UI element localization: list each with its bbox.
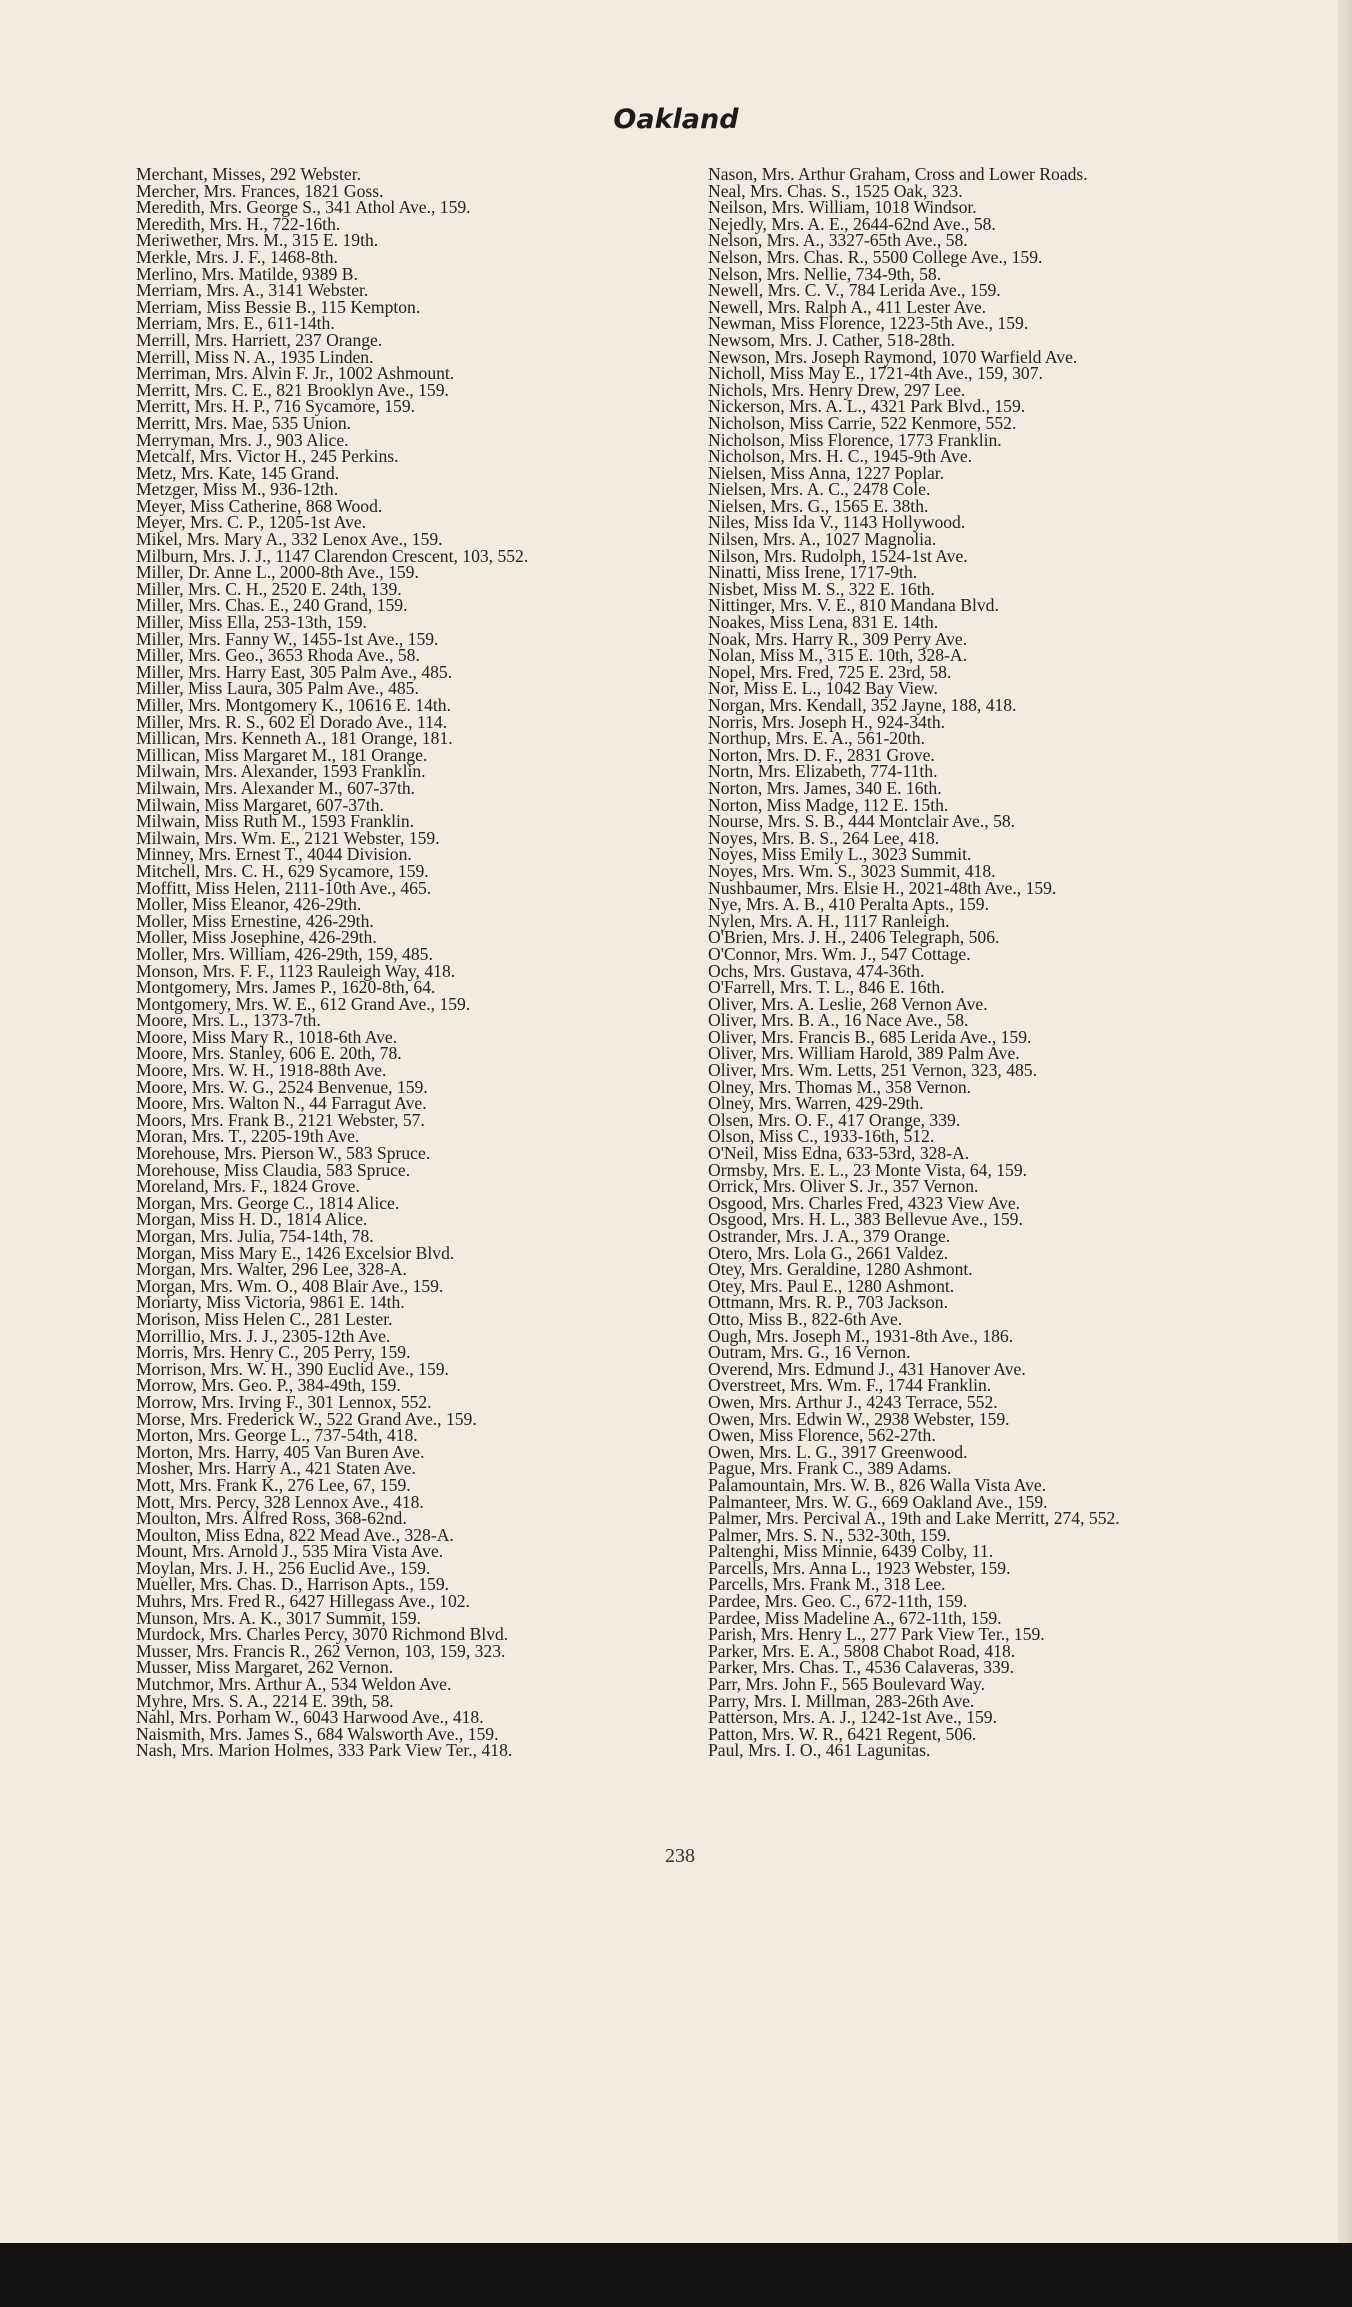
directory-entry: Nor, Miss E. L., 1042 Bay View.: [708, 678, 938, 699]
directory-entry: Parry, Mrs. I. Millman, 283-26th Ave.: [708, 1690, 975, 1711]
directory-entry: Oliver, Mrs. William Harold, 389 Palm Ave.: [708, 1043, 1020, 1064]
directory-entry: Mikel, Mrs. Mary A., 332 Lenox Ave., 159.: [136, 529, 443, 550]
directory-entry: Norris, Mrs. Joseph H., 924-34th.: [708, 711, 946, 732]
directory-entry: Mueller, Mrs. Chas. D., Harrison Apts., 159.: [136, 1574, 450, 1595]
directory-entry: Morse, Mrs. Frederick W., 522 Grand Ave., 159.: [136, 1408, 477, 1429]
directory-entry: Newell, Mrs. Ralph A., 411 Lester Ave.: [708, 296, 987, 317]
directory-entry: Parish, Mrs. Henry L., 277 Park View Ter., 159.: [708, 1624, 1045, 1645]
directory-entry: Nilsen, Mrs. A., 1027 Magnolia.: [708, 529, 937, 550]
directory-entry: Merchant, Misses, 292 Webster.: [136, 164, 361, 184]
directory-entry: Patterson, Mrs. A. J., 1242-1st Ave., 159.: [708, 1707, 997, 1728]
directory-entry: Osgood, Mrs. H. L., 383 Bellevue Ave., 159.: [708, 1209, 1023, 1230]
directory-entry: Morehouse, Mrs. Pierson W., 583 Spruce.: [136, 1143, 431, 1164]
directory-entry: Overend, Mrs. Edmund J., 431 Hanover Ave.: [708, 1358, 1026, 1379]
directory-entry: Palamountain, Mrs. W. B., 826 Walla Vista Ave.: [708, 1474, 1047, 1495]
directory-entry: Milwain, Miss Ruth M., 1593 Franklin.: [136, 811, 415, 832]
directory-entry: Miller, Mrs. Montgomery K., 10616 E. 14th.: [136, 695, 451, 715]
directory-entry: Montgomery, Mrs. James P., 1620-8th, 64.: [136, 977, 436, 998]
directory-entry: Nittinger, Mrs. V. E., 810 Mandana Blvd.: [708, 595, 999, 616]
directory-entry: O'Farrell, Mrs. T. L., 846 E. 16th.: [708, 977, 945, 998]
directory-entry: Milwain, Mrs. Alexander M., 607-37th.: [136, 777, 416, 798]
directory-entry: Outram, Mrs. G., 16 Vernon.: [708, 1342, 911, 1363]
directory-entry: Ninatti, Miss Irene, 1717-9th.: [708, 562, 918, 583]
directory-entry: Otero, Mrs. Lola G., 2661 Valdez.: [708, 1242, 949, 1263]
directory-entry: Morgan, Miss Mary E., 1426 Excelsior Blvd.: [136, 1242, 455, 1263]
directory-entry: Moore, Mrs. L., 1373-7th.: [136, 1010, 321, 1031]
directory-entry: Milwain, Mrs. Alexander, 1593 Franklin.: [136, 761, 426, 782]
directory-entry: Moulton, Miss Edna, 822 Mead Ave., 328-A.: [136, 1524, 454, 1545]
directory-entry: Parker, Mrs. E. A., 5808 Chabot Road, 418.: [708, 1640, 1016, 1661]
directory-entry: Nicholson, Mrs. H. C., 1945-9th Ave.: [708, 446, 973, 467]
directory-entry: Palmer, Mrs. S. N., 532-30th, 159.: [708, 1524, 951, 1545]
directory-entry: Niles, Miss Ida V., 1143 Hollywood.: [708, 512, 966, 533]
directory-entry: Noakes, Miss Lena, 831 E. 14th.: [708, 612, 939, 633]
directory-entry: Norton, Miss Madge, 112 E. 15th.: [708, 794, 949, 815]
directory-entry: Nichols, Mrs. Henry Drew, 297 Lee.: [708, 379, 966, 400]
directory-entry: Noyes, Mrs. B. S., 264 Lee, 418.: [708, 827, 940, 848]
directory-entry: Moller, Miss Eleanor, 426-29th.: [136, 894, 362, 915]
directory-entry: Mutchmor, Mrs. Arthur A., 534 Weldon Ave.: [136, 1674, 452, 1695]
directory-entry: Merlino, Mrs. Matilde, 9389 B.: [136, 263, 358, 284]
directory-entry: Noak, Mrs. Harry R., 309 Perry Ave.: [708, 628, 968, 649]
directory-entry: Morrow, Mrs. Irving F., 301 Lennox, 552.: [136, 1391, 432, 1412]
directory-entry: Merrill, Miss N. A., 1935 Linden.: [136, 346, 374, 367]
directory-entry: Nelson, Mrs. A., 3327-65th Ave., 58.: [708, 230, 968, 251]
directory-entry: Owen, Mrs. Arthur J., 4243 Terrace, 552.: [708, 1391, 998, 1412]
directory-entry: Moriarty, Miss Victoria, 9861 E. 14th.: [136, 1292, 405, 1313]
directory-entry: Miller, Mrs. Harry East, 305 Palm Ave., 485.: [136, 661, 453, 682]
directory-entry: Osgood, Mrs. Charles Fred, 4323 View Ave.: [708, 1192, 1021, 1213]
directory-entry: Otto, Miss B., 822-6th Ave.: [708, 1308, 903, 1329]
directory-entry: Morgan, Miss H. D., 1814 Alice.: [136, 1209, 368, 1230]
directory-entry: Pague, Mrs. Frank C., 389 Adams.: [708, 1458, 952, 1479]
directory-entry: Merriam, Miss Bessie B., 115 Kempton.: [136, 296, 421, 317]
directory-entry: Paul, Mrs. I. O., 461 Lagunitas.: [708, 1740, 931, 1761]
directory-entry: Patton, Mrs. W. R., 6421 Regent, 506.: [708, 1723, 977, 1744]
directory-entry: Moore, Mrs. Stanley, 606 E. 20th, 78.: [136, 1043, 402, 1064]
directory-entry: Miller, Miss Laura, 305 Palm Ave., 485.: [136, 678, 419, 699]
directory-entry: Ormsby, Mrs. E. L., 23 Monte Vista, 64, 159.: [708, 1159, 1028, 1180]
directory-entry: Nielsen, Mrs. A. C., 2478 Cole.: [708, 479, 931, 500]
directory-entry: Miller, Mrs. Geo., 3653 Rhoda Ave., 58.: [136, 645, 420, 666]
directory-entry: Nortn, Mrs. Elizabeth, 774-11th.: [708, 761, 938, 782]
directory-entry: Myhre, Mrs. S. A., 2214 E. 39th, 58.: [136, 1690, 394, 1711]
directory-entry: Owen, Mrs. Edwin W., 2938 Webster, 159.: [708, 1408, 1010, 1429]
directory-entry: Ostrander, Mrs. J. A., 379 Orange.: [708, 1226, 951, 1246]
directory-entry: O'Connor, Mrs. Wm. J., 547 Cottage.: [708, 943, 971, 964]
directory-entry: Meriwether, Mrs. M., 315 E. 19th.: [136, 230, 379, 251]
directory-entry: Mitchell, Mrs. C. H., 629 Sycamore, 159.: [136, 860, 429, 881]
directory-entry: Mott, Mrs. Frank K., 276 Lee, 67, 159.: [136, 1474, 411, 1495]
directory-entry: Oliver, Mrs. Francis B., 685 Lerida Ave., 159.: [708, 1026, 1032, 1047]
directory-entry: Otey, Mrs. Paul E., 1280 Ashmont.: [708, 1275, 955, 1296]
directory-entry: Mott, Mrs. Percy, 328 Lennox Ave., 418.: [136, 1491, 424, 1512]
directory-entry: Miller, Mrs. Chas. E., 240 Grand, 159.: [136, 595, 408, 616]
directory-entry: Newson, Mrs. Joseph Raymond, 1070 Warfield Ave.: [708, 346, 1078, 367]
left-column: [136, 166, 686, 1759]
directory-entry: Nash, Mrs. Marion Holmes, 333 Park View Ter., 418.: [136, 1740, 513, 1761]
directory-entry: Moylan, Mrs. J. H., 256 Euclid Ave., 159.: [136, 1557, 431, 1578]
directory-entry: Newsom, Mrs. J. Cather, 518-28th.: [708, 329, 956, 350]
directory-entry: Orrick, Mrs. Oliver S. Jr., 357 Vernon.: [708, 1176, 979, 1197]
directory-entry: Murdock, Mrs. Charles Percy, 3070 Richmond Blvd.: [136, 1624, 509, 1645]
directory-entry: Meredith, Mrs. George S., 341 Athol Ave., 159.: [136, 197, 471, 218]
directory-entry: Munson, Mrs. A. K., 3017 Summit, 159.: [136, 1607, 421, 1628]
directory-entry: Merkle, Mrs. J. F., 1468-8th.: [136, 246, 338, 267]
directory-entry: Merrill, Mrs. Harriett, 237 Orange.: [136, 329, 383, 350]
directory-entry: Millican, Mrs. Kenneth A., 181 Orange, 181.: [136, 728, 453, 749]
directory-entry: Oliver, Mrs. Wm. Letts, 251 Vernon, 323, 485.: [708, 1060, 1037, 1081]
directory-entry: Mount, Mrs. Arnold J., 535 Mira Vista Ave.: [136, 1541, 444, 1562]
directory-entry: Miller, Mrs. R. S., 602 El Dorado Ave., 114.: [136, 711, 448, 732]
directory-entry: Morgan, Mrs. George C., 1814 Alice.: [136, 1192, 400, 1213]
directory-entry: Milwain, Miss Margaret, 607-37th.: [136, 794, 384, 815]
directory-entry: Merritt, Mrs. C. E., 821 Brooklyn Ave., 159.: [136, 379, 449, 400]
directory-entry: Nielsen, Mrs. G., 1565 E. 38th.: [708, 495, 929, 516]
directory-entry: Muhrs, Mrs. Fred R., 6427 Hillegass Ave., 102.: [136, 1591, 470, 1612]
directory-entry: Merritt, Mrs. Mae, 535 Union.: [136, 412, 352, 433]
directory-entry: Musser, Mrs. Francis R., 262 Vernon, 103, 159, 323.: [136, 1640, 506, 1661]
directory-entry: Northup, Mrs. E. A., 561-20th.: [708, 728, 925, 749]
directory-entry: Moller, Mrs. William, 426-29th, 159, 485.: [136, 943, 433, 964]
directory-entry: Nicholson, Miss Florence, 1773 Franklin.: [708, 429, 1002, 450]
directory-entry: Oliver, Mrs. B. A., 16 Nace Ave., 58.: [708, 1010, 969, 1031]
directory-entry: Morrow, Mrs. Geo. P., 384-49th, 159.: [136, 1375, 401, 1396]
directory-entry: Morgan, Mrs. Walter, 296 Lee, 328-A.: [136, 1259, 407, 1280]
directory-entry: Nelson, Mrs. Nellie, 734-9th, 58.: [708, 263, 942, 284]
directory-entry: Pardee, Miss Madeline A., 672-11th, 159.: [708, 1607, 1002, 1628]
directory-entry: Nolan, Miss M., 315 E. 10th, 328-A.: [708, 645, 968, 666]
directory-entry: Musser, Miss Margaret, 262 Vernon.: [136, 1657, 394, 1678]
directory-entry: Olson, Miss C., 1933-16th, 512.: [708, 1126, 935, 1147]
directory-entry: Meredith, Mrs. H., 722-16th.: [136, 213, 341, 234]
directory-entry: Noyes, Miss Emily L., 3023 Summit.: [708, 844, 972, 865]
directory-entry: Moore, Mrs. Walton N., 44 Farragut Ave.: [136, 1093, 427, 1114]
directory-entry: Nelson, Mrs. Chas. R., 5500 College Ave., 159.: [708, 246, 1043, 267]
directory-entry: Ottmann, Mrs. R. P., 703 Jackson.: [708, 1292, 948, 1313]
directory-entry: Norgan, Mrs. Kendall, 352 Jayne, 188, 418.: [708, 695, 1017, 715]
directory-entry: Paltenghi, Miss Minnie, 6439 Colby, 11.: [708, 1541, 994, 1562]
directory-entry: Norton, Mrs. James, 340 E. 16th.: [708, 777, 942, 798]
directory-entry: Naismith, Mrs. James S., 684 Walsworth Ave., 159.: [136, 1723, 499, 1744]
directory-entry: Merriman, Mrs. Alvin F. Jr., 1002 Ashmount.: [136, 363, 455, 384]
directory-entry: Moller, Miss Josephine, 426-29th.: [136, 927, 377, 948]
directory-entry: Metcalf, Mrs. Victor H., 245 Perkins.: [136, 446, 399, 467]
directory-entry: Noyes, Mrs. Wm. S., 3023 Summit, 418.: [708, 860, 996, 881]
directory-entry: Meyer, Miss Catherine, 868 Wood.: [136, 495, 383, 516]
directory-entry: Olsen, Mrs. O. F., 417 Orange, 339.: [708, 1109, 961, 1130]
directory-entry: Palmer, Mrs. Percival A., 19th and Lake Merritt, 274, 552.: [708, 1508, 1120, 1529]
directory-entry: Owen, Miss Florence, 562-27th.: [708, 1425, 936, 1446]
directory-entry: Moors, Mrs. Frank B., 2121 Webster, 57.: [136, 1109, 425, 1130]
directory-entry: Pardee, Mrs. Geo. C., 672-11th, 159.: [708, 1591, 968, 1612]
directory-entry: Morison, Miss Helen C., 281 Lester.: [136, 1308, 393, 1329]
right-column: [708, 166, 1243, 1759]
directory-entry: Moreland, Mrs. F., 1824 Grove.: [136, 1176, 360, 1197]
directory-entry: Ough, Mrs. Joseph M., 1931-8th Ave., 186.: [708, 1325, 1014, 1346]
directory-entry: Morrillio, Mrs. J. J., 2305-12th Ave.: [136, 1325, 391, 1346]
directory-entry: O'Neil, Miss Edna, 633-53rd, 328-A.: [708, 1143, 970, 1164]
directory-entry: Morgan, Mrs. Wm. O., 408 Blair Ave., 159.: [136, 1275, 444, 1296]
directory-entry: Moore, Mrs. W. H., 1918-88th Ave.: [136, 1060, 387, 1081]
directory-entry: Morrison, Mrs. W. H., 390 Euclid Ave., 159.: [136, 1358, 449, 1379]
scan-background: [0, 2243, 1352, 2307]
directory-entry: Morgan, Mrs. Julia, 754-14th, 78.: [136, 1226, 374, 1246]
directory-entry: Minney, Mrs. Ernest T., 4044 Division.: [136, 844, 412, 865]
directory-entry: Mosher, Mrs. Harry A., 421 Staten Ave.: [136, 1458, 416, 1479]
directory-entry: Owen, Mrs. L. G., 3917 Greenwood.: [708, 1441, 968, 1462]
directory-entry: Morton, Mrs. Harry, 405 Van Buren Ave.: [136, 1441, 425, 1462]
directory-entry: Nicholson, Miss Carrie, 522 Kenmore, 552.: [708, 412, 1017, 433]
directory-entry: Meyer, Mrs. C. P., 1205-1st Ave.: [136, 512, 367, 533]
directory-entry: Otey, Mrs. Geraldine, 1280 Ashmont.: [708, 1259, 973, 1280]
directory-entry: Moffitt, Miss Helen, 2111-10th Ave., 465.: [136, 877, 432, 898]
directory-entry: Neilson, Mrs. William, 1018 Windsor.: [708, 197, 977, 218]
directory-entry: Metz, Mrs. Kate, 145 Grand.: [136, 462, 340, 483]
directory-entry: Morton, Mrs. George L., 737-54th, 418.: [136, 1425, 418, 1446]
directory-entry: Overstreet, Mrs. Wm. F., 1744 Franklin.: [708, 1375, 992, 1396]
directory-entry: Mercher, Mrs. Frances, 1821 Goss.: [136, 180, 384, 201]
directory-entry: Milwain, Mrs. Wm. E., 2121 Webster, 159.: [136, 827, 440, 848]
directory-entry: Norton, Mrs. D. F., 2831 Grove.: [708, 744, 935, 765]
directory-entry: Parcells, Mrs. Frank M., 318 Lee.: [708, 1574, 946, 1595]
directory-entry: Miller, Mrs. Fanny W., 1455-1st Ave., 159.: [136, 628, 439, 649]
directory-entry: Parker, Mrs. Chas. T., 4536 Calaveras, 339.: [708, 1657, 1014, 1678]
directory-entry: Moore, Miss Mary R., 1018-6th Ave.: [136, 1026, 398, 1047]
page-title: Oakland: [613, 104, 739, 135]
directory-entry: Miller, Mrs. C. H., 2520 E. 24th, 139.: [136, 578, 402, 599]
directory-entry: Neal, Mrs. Chas. S., 1525 Oak, 323.: [708, 180, 963, 201]
directory-entry: Nicholl, Miss May E., 1721-4th Ave., 159, 307.: [708, 363, 1043, 384]
directory-entry: Nylen, Mrs. A. H., 1117 Ranleigh.: [708, 910, 950, 931]
directory-entry: Nye, Mrs. A. B., 410 Peralta Apts., 159.: [708, 894, 990, 915]
directory-entry: Morris, Mrs. Henry C., 205 Perry, 159.: [136, 1342, 411, 1363]
directory-entry: O'Brien, Mrs. J. H., 2406 Telegraph, 506.: [708, 927, 1000, 948]
directory-entry: Newell, Mrs. C. V., 784 Lerida Ave., 159.: [708, 280, 1001, 301]
directory-entry: Milburn, Mrs. J. J., 1147 Clarendon Crescent, 103, 552.: [136, 545, 529, 566]
directory-entry: Metzger, Miss M., 936-12th.: [136, 479, 339, 500]
directory-entry: Merryman, Mrs. J., 903 Alice.: [136, 429, 349, 450]
directory-entry: Oliver, Mrs. A. Leslie, 268 Vernon Ave.: [708, 993, 988, 1014]
directory-entry: Miller, Dr. Anne L., 2000-8th Ave., 159.: [136, 562, 419, 583]
directory-entry: Nisbet, Miss M. S., 322 E. 16th.: [708, 578, 935, 599]
directory-entry: Ochs, Mrs. Gustava, 474-36th.: [708, 960, 925, 981]
directory-entry: Nopel, Mrs. Fred, 725 E. 23rd, 58.: [708, 661, 952, 682]
directory-entry: Parcells, Mrs. Anna L., 1923 Webster, 159.: [708, 1557, 1011, 1578]
directory-entry: Moran, Mrs. T., 2205-19th Ave.: [136, 1126, 360, 1147]
page-number: 238: [665, 1845, 695, 1867]
directory-entry: Nason, Mrs. Arthur Graham, Cross and Lower Roads.: [708, 164, 1088, 184]
directory-entry: Miller, Miss Ella, 253-13th, 159.: [136, 612, 367, 633]
directory-entry: Moore, Mrs. W. G., 2524 Benvenue, 159.: [136, 1076, 428, 1097]
directory-entry: Nejedly, Mrs. A. E., 2644-62nd Ave., 58.: [708, 213, 996, 234]
directory-entry: Olney, Mrs. Warren, 429-29th.: [708, 1093, 924, 1114]
directory-entry: Nielsen, Miss Anna, 1227 Poplar.: [708, 462, 945, 483]
directory-entry: Nourse, Mrs. S. B., 444 Montclair Ave., 58.: [708, 811, 1016, 832]
directory-entry: Palmanteer, Mrs. W. G., 669 Oakland Ave., 159.: [708, 1491, 1048, 1512]
directory-entry: Nushbaumer, Mrs. Elsie H., 2021-48th Ave., 159.: [708, 877, 1057, 898]
directory-entry: Monson, Mrs. F. F., 1123 Rauleigh Way, 418.: [136, 960, 456, 981]
directory-entry: Merriam, Mrs. E., 611-14th.: [136, 313, 335, 334]
directory-entry: Moller, Miss Ernestine, 426-29th.: [136, 910, 374, 931]
directory-entry: Millican, Miss Margaret M., 181 Orange.: [136, 744, 428, 765]
directory-entry: Merriam, Mrs. A., 3141 Webster.: [136, 280, 369, 301]
directory-entry: Morehouse, Miss Claudia, 583 Spruce.: [136, 1159, 411, 1180]
directory-entry: Newman, Miss Florence, 1223-5th Ave., 159.: [708, 313, 1029, 334]
directory-entry: Nilson, Mrs. Rudolph, 1524-1st Ave.: [708, 545, 968, 566]
directory-entry: Moulton, Mrs. Alfred Ross, 368-62nd.: [136, 1508, 407, 1529]
page-edge: [1338, 0, 1352, 2243]
directory-entry: Montgomery, Mrs. W. E., 612 Grand Ave., 159.: [136, 993, 471, 1014]
directory-entry: Parr, Mrs. John F., 565 Boulevard Way.: [708, 1674, 985, 1695]
directory-entry: Nahl, Mrs. Porham W., 6043 Harwood Ave., 418.: [136, 1707, 484, 1728]
directory-entry: Olney, Mrs. Thomas M., 358 Vernon.: [708, 1076, 972, 1097]
directory-entry: Merritt, Mrs. H. P., 716 Sycamore, 159.: [136, 396, 416, 417]
directory-entry: Nickerson, Mrs. A. L., 4321 Park Blvd., 159.: [708, 396, 1026, 417]
